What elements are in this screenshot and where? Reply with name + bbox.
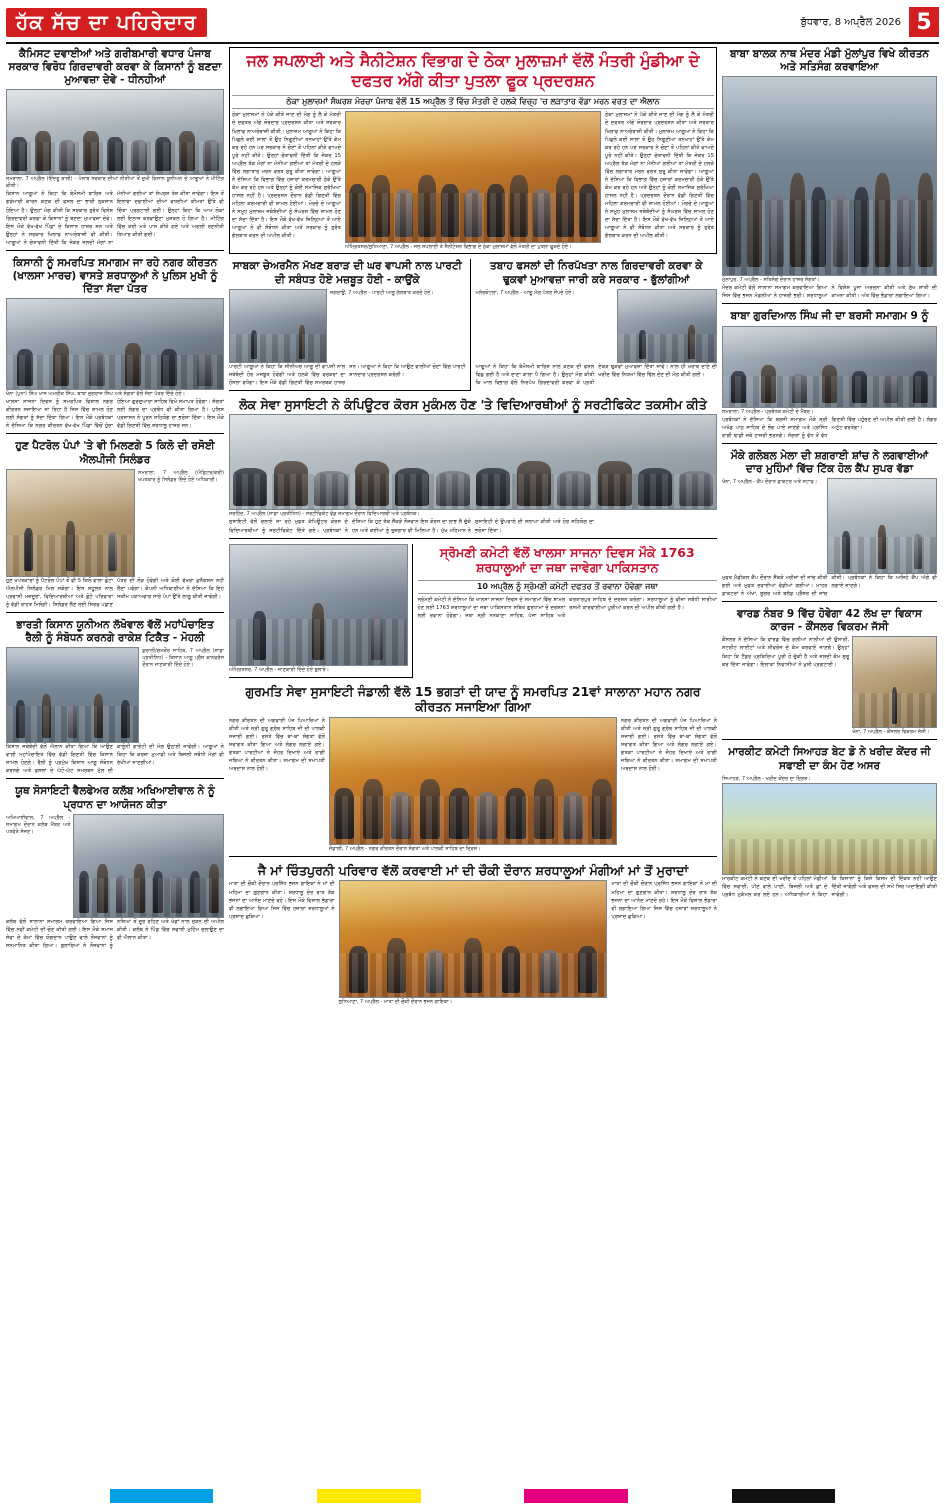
newspaper-logo: ਹੱਕ ਸੱਚ ਦਾ ਪਹਿਰੇਦਾਰ — [6, 8, 207, 37]
headline: ਕੈਮਿਸਟ ਦਵਾਈਆਂ ਅਤੇ ਗਰੀਬਮਾਰੀ ਵਧਾਰ ਪੰਜਾਬ ਸਰਕਾਰ ਵਿਰੋਧ ਗਿਰਦਾਵਰੀ ਕਰਵਾ ਕੇ ਕਿਸਾਨਾਂ ਨੂੰ ਬਣਦਾ ਮੁਆਵਜ਼ਾ ਦੇਵੇ - ਧੀਨਹੀਆਂ — [8, 48, 222, 87]
article-left-2 — [6, 256, 224, 435]
article-body: ਮਾਤਾ ਦੀ ਚੌਕੀ ਦੌਰਾਨ ਪ੍ਰਸਿੱਧ ਭਜਨ ਗਾਇਕਾਂ ਨੇ ਮਾਂ ਦੀ ਮਹਿਮਾ ਦਾ ਗੁਣਗਾਨ ਕੀਤਾ। ਸ਼ਰਧਾਲੂ ਦੇਰ ਰਾਤ ਤੱਕ ਭਜਨਾਂ ਦਾ ਆਨੰਦ ਮਾਣਦੇ ਰਹੇ। ਇਸ ਮੌਕੇ ਵਿਸ਼ਾਲ ਭੰਡਾਰਾ ਵੀ ਲਗਾਇਆ ਗਿਆ ਜਿਸ ਵਿੱਚ ਹਜ਼ਾਰਾਂ ਸ਼ਰਧਾਲੂਆਂ ਨੇ ਪ੍ਰਸ਼ਾਦ ਛਕਿਆ। — [229, 881, 335, 920]
subheadline: 10 ਅਪ੍ਰੈਲ ਨੂੰ ਸ੍ਰੋਮਣੀ ਕਮੇਟੀ ਦਫਤਰ ਤੋਂ ਰਵਾਨਾ ਹੋਵੇਗਾ ਜਥਾ — [418, 580, 717, 594]
headline: ਭਾਰਤੀ ਕਿਸਾਨ ਯੂਨੀਅਨ ਲੱਖੋਵਾਲ ਵੱਲੋਂ ਮਹਾਂਪੰਚਾਇਤ ਰੈਲੀ ਨੂੰ ਸੰਬੋਧਨ ਕਰਨਗੇ ਰਾਕੇਸ਼ ਟਿਕੈਤ - ਮੋਹਲੀ — [16, 618, 214, 645]
subheadline: ਠੇਕਾ ਮੁਲਾਜ਼ਮਾਂ ਸੰਘਰਸ਼ ਮੋਰਚਾ ਪੰਜਾਬ ਵੱਲੋਂ 15 ਅਪ੍ਰੈਲ ਤੋਂ ਵਿੱਚ ਮੰਤਰੀ ਦੇ ਹਲਕੇ ਵਿਚ੍ਹ 'ਚ ਲੜਾਤਾਰ ਵੱਡਾ ਮਰਨ ਵਰਤ ਦਾ ਐਲਾਨ — [232, 95, 714, 109]
photo-caption: ਕੁਰਾਲੀ/ਚਮਕੌਰ ਸਾਹਿਬ, 7 ਅਪ੍ਰੈਲ (ਸਾਡਾ ਪ੍ਰਤੀਨਿਧ) - ਕਿਸਾਨ ਆਗੂ ਪ੍ਰੈਸ ਕਾਨਫਰੰਸ ਦੌਰਾਨ ਜਾਣਕਾਰੀ ਦਿੰਦੇ ਹੋਏ। — [142, 648, 224, 669]
headline: ਕਿਸਾਨੀ ਨੂੰ ਸਮਰਪਿਤ ਸਮਾਗਮ ਜਾ ਰਹੇ ਨਗਰ ਕੀਰਤਨ (ਖਾਲਸਾ ਮਾਰਚ) ਵਾਸਤੇ ਸ਼ਰਧਾਲੂਆਂ ਨੇ ਪੁਲਿਸ ਮੁਖੀ ਨੂੰ ਦਿੱਤਾ ਸੱਦਾ ਪੱਤਰ — [12, 256, 218, 296]
article-body: ਠੇਕਾ ਮੁਲਾਜ਼ਮਾਂ ਨੇ ਪੱਕੇ ਕੀਤੇ ਜਾਣ ਦੀ ਮੰਗ ਨੂੰ ਲੈ ਕੇ ਮੰਤਰੀ ਦੇ ਦਫਤਰ ਅੱਗੇ ਜ਼ੋਰਦਾਰ ਪ੍ਰਦਰਸ਼ਨ ਕੀਤਾ ਅਤੇ ਸਰਕਾਰ ਖਿਲਾਫ ਨਾਅਰੇਬਾਜ਼ੀ ਕੀਤੀ। ਮੁਲਾਜ਼ਮ ਆਗੂਆਂ ਨੇ ਕਿਹਾ ਕਿ ਪਿਛਲੇ ਕਈ ਸਾਲਾਂ ਤੋਂ ਉਹ ਨਿਗੂਣੀਆਂ ਤਨਖਾਹਾਂ ਉੱਤੇ ਕੰਮ ਕਰ ਰਹੇ ਹਨ ਪਰ ਸਰਕਾਰ ਨੇ ਚੋਣਾਂ ਤੋਂ ਪਹਿਲਾਂ ਕੀਤੇ ਵਾਅਦੇ ਪੂਰੇ ਨਹੀਂ ਕੀਤੇ। ਉਨ੍ਹਾਂ ਚੇਤਾਵਨੀ ਦਿੱਤੀ ਕਿ ਜੇਕਰ 15 ਅਪ੍ਰੈਲ ਤੱਕ ਮੰਗਾਂ ਨਾ ਮੰਨੀਆਂ ਗਈਆਂ ਤਾਂ ਮੰਤਰੀ ਦੇ ਹਲਕੇ ਵਿੱਚ ਲਗਾਤਾਰ ਮਰਨ ਵਰਤ ਸ਼ੁਰੂ ਕੀਤਾ ਜਾਵੇਗਾ। ਆਗੂਆਂ ਨੇ ਦੱਸਿਆ ਕਿ ਵਿਭਾਗ ਵਿੱਚ ਹਜ਼ਾਰਾਂ ਕਰਮਚਾਰੀ ਠੇਕੇ ਉੱਤੇ ਕੰਮ ਕਰ ਰਹੇ ਹਨ ਅਤੇ ਉਨ੍ਹਾਂ ਨੂੰ ਕੋਈ ਸਮਾਜਿਕ ਸੁਰੱਖਿਆ ਹਾਸਲ ਨਹੀਂ ਹੈ। ਪ੍ਰਦਰਸ਼ਨ ਦੌਰਾਨ ਵੱਡੀ ਗਿਣਤੀ ਵਿੱਚ ਮਹਿਲਾ ਕਰਮਚਾਰੀ ਵੀ ਸ਼ਾਮਲ ਹੋਈਆਂ। ਮੋਰਚੇ ਦੇ ਆਗੂਆਂ ਨੇ ਸਮੂਹ ਮੁਲਾਜ਼ਮ ਜਥੇਬੰਦੀਆਂ ਨੂੰ ਸੰਘਰਸ਼ ਵਿੱਚ ਸ਼ਾਮਲ ਹੋਣ ਦਾ ਸੱਦਾ ਦਿੱਤਾ ਹੈ। ਇਸ ਮੌਕੇ ਵੱਖ-ਵੱਖ ਜ਼ਿਲ੍ਹਿਆਂ ਤੋਂ ਆਏ ਆਗੂਆਂ ਨੇ ਵੀ ਸੰਬੋਧਨ ਕੀਤਾ ਅਤੇ ਸਰਕਾਰ ਨੂੰ ਤੁਰੰਤ ਗੱਲਬਾਤ ਕਰਨ ਦੀ ਅਪੀਲ ਕੀਤੀ। — [232, 112, 342, 240]
headline: ਜੈ ਮਾਂ ਚਿੰਤਪੁਰਨੀ ਪਰਿਵਾਰ ਵੱਲੋਂ ਕਰਵਾਈ ਮਾਂ ਦੀ ਚੌਕੀ ਦੌਰਾਨ ਸ਼ਰਧਾਲੂਆਂ ਮੰਗੀਆਂ ਮਾਂ ਤੋਂ ਮੁਰਾਦਾਂ — [257, 862, 689, 878]
headline: ਮਾਰਕੀਟ ਕਮੇਟੀ ਸਿਆਹੜ ਬੇਟ ਡੋ ਨੇ ਖਰੀਦ ਕੇਂਦਰ ਜੀ ਸਫਾਈ ਦਾ ਕੰਮ ਹੋਣ ਅਸਰ — [728, 746, 931, 772]
article-photo — [722, 76, 937, 276]
article-photo — [6, 469, 135, 577]
photo-caption: ਅੰਮ੍ਰਿਤਸਰ, 7 ਅਪ੍ਰੈਲ - ਜਾਣਕਾਰੀ ਦਿੰਦੇ ਹੋਏ ਬੁਲਾਰੇ। — [229, 666, 330, 673]
photo-caption: ਸਮਰਾਲਾ, 7 ਅਪ੍ਰੈਲ (ਐਡਿਟਰ/ਕਰੀ) ਖਪਤਕਾਰ ਨੂੰ ਸਿਲੰਡਰ ਦਿੰਦੇ ਹੋਏ ਅਧਿਕਾਰੀ। — [138, 469, 224, 483]
article-photo — [6, 298, 224, 390]
article-center-4 — [229, 396, 717, 539]
article-photo — [617, 289, 717, 363]
article-body: ਸ੍ਰੋਮਣੀ ਕਮੇਟੀ ਨੇ ਦੱਸਿਆ ਕਿ ਖਾਲਸਾ ਸਾਜਨਾ ਦਿਵਸ ਦੇ ਸਮਾਗਮਾਂ ਵਿੱਚ ਸ਼ਾਮਲ ਹੋਣ ਲਈ 1763 ਸ਼ਰਧਾਲੂਆਂ ਦਾ ਜਥਾ ਪਾਕਿਸਤਾਨ ਸਥਿਤ ਗੁਰਧਾਮਾਂ ਦੇ ਦਰਸ਼ਨਾਂ ਲਈ ਰਵਾਨਾ ਹੋਵੇਗਾ। ਜਥਾ ਸ੍ਰੀ ਨਨਕਾਣਾ ਸਾਹਿਬ, ਪੰਜਾ ਸਾਹਿਬ ਅਤੇ ਕਰਤਾਰਪੁਰ ਸਾਹਿਬ ਦੇ ਦਰਸ਼ਨ ਕਰੇਗਾ। ਸ਼ਰਧਾਲੂਆਂ ਨੂੰ ਵੀਜ਼ਾ ਸਬੰਧੀ ਸਾਰੀਆਂ ਰਸਮੀ ਕਾਰਵਾਈਆਂ ਪੂਰੀਆਂ ਕਰਨ ਦੀ ਅਪੀਲ ਕੀਤੀ ਗਈ ਹੈ। — [417, 597, 717, 620]
headline: ਤਬਾਹ ਫਸਲਾਂ ਦੀ ਨਿਰਪੱਖਤਾ ਨਾਲ ਗਿਰਦਾਵਰੀ ਕਰਵਾ ਕੇ ਢੁਕਵਾਂ ਮੁਆਵਜ਼ਾ ਜਾਰੀ ਕਰੇ ਸਰਕਾਰ - ਭੁੱਲਾਂਗੀਆਂ — [490, 260, 703, 286]
article-photo — [229, 544, 408, 666]
photo-caption: ਅਖਿਆਈਵਾਲ, 7 ਅਪ੍ਰੈਲ - ਸਮਾਗਮ ਦੌਰਾਨ ਕਲੱਬ ਮੈਂਬਰ ਅਤੇ ਪਤਵੰਤੇ ਸੱਜਣ। — [6, 814, 71, 835]
photo-caption: ਸਮਰਾਲਾ, 7 ਅਪ੍ਰੈਲ (ਇੰਦਰੂ ਬਾਲੀ) - ਪੰਜਾਬ ਸਰਕਾਰ ਦੀਆਂ ਨੀਤੀਆਂ ਤੋਂ ਦੁਖੀ ਕਿਸਾਨ ਯੂਨੀਅਨ ਦੇ ਆਗੂਆਂ ਨੇ ਮੀਟਿੰਗ ਕੀਤੀ। — [6, 176, 224, 190]
photo-caption: ਜੰਡਾਲੀ, 7 ਅਪ੍ਰੈਲ - ਨਗਰ ਕੀਰਤਨ ਦੌਰਾਨ ਸੰਗਤਾਂ ਅਤੇ ਪਾਲਕੀ ਸਾਹਿਬ ਦਾ ਦ੍ਰਿਸ਼। — [329, 845, 481, 852]
photo-caption: ਮੁੱਲਾਂਪੁਰ, 7 ਅਪ੍ਰੈਲ - ਸਤਿਸੰਗ ਦੌਰਾਨ ਹਾਜ਼ਰ ਸੰਗਤਾਂ। — [722, 277, 820, 284]
photo-caption: ਅੰਮ੍ਰਿਤਸਰ/ਲੁਧਿਆਣਾ, 7 ਅਪ੍ਰੈਲ - ਜਲ ਸਪਲਾਈ ਤੇ ਸੈਨੀਟੇਸ਼ਨ ਵਿਭਾਗ ਦੇ ਠੇਕਾ ਮੁਲਾਜ਼ਮਾਂ ਵੱਲੋਂ ਮੰਤਰੀ ਦਾ ਪੁਤਲਾ ਫੂਕਦੇ ਹੋਏ। — [345, 244, 572, 251]
headline: ਵਾਰਡ ਨੰਬਰ 9 ਵਿੱਚ ਹੋਵੇਗਾ 42 ਲੱਖ ਦਾ ਵਿਕਾਸ ਕਾਰਜ - ਕੌਂਸਲਰ ਵਿਕਰਮ ਜੱਸੀ — [737, 608, 922, 634]
photo-caption: ਸਰਹਿੰਦ, 7 ਅਪ੍ਰੈਲ (ਸਾਡਾ ਪ੍ਰਤੀਨਿਧ) - ਸਰਟੀਫਿਕੇਟ ਵੰਡ ਸਮਾਗਮ ਦੌਰਾਨ ਵਿਦਿਆਰਥੀ ਅਤੇ ਪ੍ਰਬੰਧਕ। — [229, 511, 420, 518]
article-body: ਕਿਸਾਨ ਜਥੇਬੰਦੀ ਵੱਲੋਂ ਐਲਾਨ ਕੀਤਾ ਗਿਆ ਕਿ ਆਉਣ ਵਾਲੀ ਮਹਾਂਪੰਚਾਇਤ ਵਿੱਚ ਵੱਡੀ ਗਿਣਤੀ ਵਿੱਚ ਕਿਸਾਨ ਸ਼ਾਮਲ ਹੋਣਗੇ। ਰੈਲੀ ਨੂੰ ਪ੍ਰਮੁੱਖ ਕਿਸਾਨ ਆਗੂ ਸੰਬੋਧਨ ਕਰਨਗੇ ਅਤੇ ਫਸਲਾਂ ਦੇ ਘੱਟੋ-ਘੱਟ ਸਮਰਥਨ ਮੁੱਲ ਦੀ ਕਾਨੂੰਨੀ ਗਾਰੰਟੀ ਦੀ ਮੰਗ ਉਠਾਈ ਜਾਵੇਗੀ। ਆਗੂਆਂ ਨੇ ਕਿਹਾ ਕਿ ਕਰਜ਼ਾ ਮੁਆਫੀ ਅਤੇ ਬਿਜਲੀ ਸਬੰਧੀ ਮੰਗਾਂ ਵੀ ਰੱਖੀਆਂ ਜਾਣਗੀਆਂ। — [6, 744, 224, 775]
article-body: ਖਾਲਸਾ ਸਾਜਨਾ ਦਿਵਸ ਨੂੰ ਸਮਰਪਿਤ ਵਿਸ਼ਾਲ ਨਗਰ ਕੀਰਤਨ ਸਜਾਇਆ ਜਾ ਰਿਹਾ ਹੈ ਜਿਸ ਵਿੱਚ ਸ਼ਾਮਲ ਹੋਣ ਲਈ ਸੰਗਤਾਂ ਨੂੰ ਸੱਦਾ ਦਿੱਤਾ ਗਿਆ। ਇਸ ਮੌਕੇ ਪ੍ਰਬੰਧਕਾਂ ਨੇ ਦੱਸਿਆ ਕਿ ਨਗਰ ਕੀਰਤਨ ਵੱਖ-ਵੱਖ ਪਿੰਡਾਂ ਵਿੱਚੋਂ ਹੁੰਦਾ ਹੋਇਆ ਗੁਰਦੁਆਰਾ ਸਾਹਿਬ ਵਿਖੇ ਸਮਾਪਤ ਹੋਵੇਗਾ। ਸੰਗਤਾਂ ਲਈ ਲੰਗਰ ਦਾ ਪ੍ਰਬੰਧ ਵੀ ਕੀਤਾ ਗਿਆ ਹੈ। ਪੁਲਿਸ ਪ੍ਰਸ਼ਾਸਨ ਨੇ ਪੂਰਨ ਸਹਿਯੋਗ ਦਾ ਭਰੋਸਾ ਦਿੱਤਾ। ਇਸ ਮੌਕੇ ਵੱਡੀ ਗਿਣਤੀ ਵਿੱਚ ਸ਼ਰਧਾਲੂ ਹਾਜ਼ਰ ਸਨ। — [6, 399, 224, 430]
print-registration-bar — [6, 1489, 939, 1503]
article-body: ਕੌਂਸਲਰ ਨੇ ਦੱਸਿਆ ਕਿ ਵਾਰਡ ਵਿੱਚ ਗਲੀਆਂ ਨਾਲੀਆਂ ਦੀ ਉਸਾਰੀ, ਸਟਰੀਟ ਲਾਈਟਾਂ ਅਤੇ ਸੀਵਰੇਜ ਦੇ ਕੰਮ ਕਰਵਾਏ ਜਾਣਗੇ। ਉਨ੍ਹਾਂ ਕਿਹਾ ਕਿ ਟੈਂਡਰ ਪ੍ਰਕਿਰਿਆ ਪੂਰੀ ਹੋ ਚੁੱਕੀ ਹੈ ਅਤੇ ਜਲਦੀ ਕੰਮ ਸ਼ੁਰੂ ਕਰ ਦਿੱਤਾ ਜਾਵੇਗਾ। ਇਲਾਕਾ ਨਿਵਾਸੀਆਂ ਨੇ ਖੁਸ਼ੀ ਪ੍ਰਗਟਾਈ। — [722, 637, 850, 668]
article-body-continued: ਨਗਰ ਕੀਰਤਨ ਦੀ ਅਗਵਾਈ ਪੰਜ ਪਿਆਰਿਆਂ ਨੇ ਕੀਤੀ ਅਤੇ ਸ੍ਰੀ ਗੁਰੂ ਗ੍ਰੰਥ ਸਾਹਿਬ ਜੀ ਦੀ ਪਾਲਕੀ ਸਜਾਈ ਗਈ। ਰਸਤੇ ਵਿੱਚ ਥਾਂ-ਥਾਂ ਸੰਗਤਾਂ ਵੱਲੋਂ ਸਵਾਗਤ ਕੀਤਾ ਗਿਆ ਅਤੇ ਲੰਗਰ ਲਗਾਏ ਗਏ। ਗਤਕਾ ਪਾਰਟੀਆਂ ਨੇ ਜੌਹਰ ਦਿਖਾਏ ਅਤੇ ਰਾਗੀ ਜਥਿਆਂ ਨੇ ਕੀਰਤਨ ਕੀਤਾ। ਸਮਾਗਮ ਦੀ ਸਮਾਪਤੀ ਅਰਦਾਸ ਨਾਲ ਹੋਈ। — [621, 717, 717, 773]
article-center-3 — [476, 259, 717, 390]
headline: ਬਾਬਾ ਬਾਲਕ ਨਾਥ ਮੰਦਰ ਮੰਡੀ ਮੁੱਲਾਂਪੁਰ ਵਿਖੇ ਕੀਰਤਨ ਅਤੇ ਸਤਿਸੰਗ ਕਰਵਾਇਆ — [730, 48, 929, 74]
article-body: ਪਾਰਟੀ ਆਗੂਆਂ ਨੇ ਕਿਹਾ ਕਿ ਸੀਨੀਅਰ ਆਗੂ ਦੀ ਵਾਪਸੀ ਨਾਲ ਜਥੇਬੰਦੀ ਹੋਰ ਮਜ਼ਬੂਤ ਹੋਵੇਗੀ ਅਤੇ ਹਲਕੇ ਵਿੱਚ ਵਰਕਰਾਂ ਦਾ ਹੌਸਲਾ ਵਧੇਗਾ। ਇਸ ਮੌਕੇ ਵੱਡੀ ਗਿਣਤੀ ਵਿੱਚ ਸਮਰਥਕ ਹਾਜ਼ਰ ਸਨ। ਆਗੂਆਂ ਨੇ ਕਿਹਾ ਕਿ ਆਉਣ ਵਾਲੀਆਂ ਚੋਣਾਂ ਵਿੱਚ ਪਾਰਟੀ ਸ਼ਾਨਦਾਰ ਪ੍ਰਦਰਸ਼ਨ ਕਰੇਗੀ। — [229, 363, 466, 386]
article-body: ਮੁਫਤ ਮੈਡੀਕਲ ਕੈਂਪ ਦੌਰਾਨ ਸੈਂਕੜੇ ਮਰੀਜ਼ਾਂ ਦੀ ਜਾਂਚ ਕੀਤੀ ਗਈ ਅਤੇ ਮੁਫਤ ਦਵਾਈਆਂ ਵੰਡੀਆਂ ਗਈਆਂ। ਮਾਹਰ ਡਾਕਟਰਾਂ ਨੇ ਅੱਖਾਂ, ਸ਼ੂਗਰ ਅਤੇ ਬਲੱਡ ਪ੍ਰੈਸ਼ਰ ਦੀ ਜਾਂਚ ਕੀਤੀ। ਪ੍ਰਬੰਧਕਾਂ ਨੇ ਕਿਹਾ ਕਿ ਅਜਿਹੇ ਕੈਂਪ ਅੱਗੇ ਵੀ ਲਗਾਏ ਜਾਣਗੇ। — [722, 574, 937, 598]
photo-caption: ਸਿਆਹੜ, 7 ਅਪ੍ਰੈਲ - ਖਰੀਦ ਕੇਂਦਰ ਦਾ ਦ੍ਰਿਸ਼। — [722, 775, 811, 782]
photo-caption: ਸਮਰਾਲਾ, 7 ਅਪ੍ਰੈਲ - ਪ੍ਰਬੰਧਕ ਕਮੇਟੀ ਦੇ ਮੈਂਬਰ। — [722, 408, 814, 415]
headline: ਮੌਕੇ ਗਲੋਬਲ ਮੇਲਾ ਦੀ ਸ਼ਗਰਾਈ ਸ਼ਾਂਚ ਨੇ ਲਗਵਾਈਆਂ ਦਾਰ ਮੁਹਿੰਮਾਂ ਵਿੱਚ ਟਿੱਕ ਹੋਲ ਕੈਂਪ ਸੁਪਰ ਵੱਡਾ — [730, 449, 929, 475]
article-body: ਕਿਸਾਨ ਆਗੂਆਂ ਨੇ ਕਿਹਾ ਕਿ ਬੇਮੌਸਮੀ ਬਾਰਿਸ਼ ਅਤੇ ਗੜੇਮਾਰੀ ਕਾਰਨ ਕਣਕ ਦੀ ਫਸਲ ਦਾ ਭਾਰੀ ਨੁਕਸਾਨ ਹੋਇਆ ਹੈ। ਉਨ੍ਹਾਂ ਮੰਗ ਕੀਤੀ ਕਿ ਸਰਕਾਰ ਤੁਰੰਤ ਵਿਸ਼ੇਸ਼ ਗਿਰਦਾਵਰੀ ਕਰਵਾ ਕੇ ਕਿਸਾਨਾਂ ਨੂੰ ਬਣਦਾ ਮੁਆਵਜ਼ਾ ਦੇਵੇ। ਇਸ ਮੌਕੇ ਵੱਖ-ਵੱਖ ਪਿੰਡਾਂ ਦੇ ਕਿਸਾਨ ਹਾਜ਼ਰ ਸਨ ਅਤੇ ਉਨ੍ਹਾਂ ਨੇ ਸਰਕਾਰ ਖਿਲਾਫ ਨਾਅਰੇਬਾਜ਼ੀ ਵੀ ਕੀਤੀ। ਆਗੂਆਂ ਨੇ ਚੇਤਾਵਨੀ ਦਿੱਤੀ ਕਿ ਜੇਕਰ ਜਲਦੀ ਮੰਗਾਂ ਨਾ ਮੰਨੀਆਂ ਗਈਆਂ ਤਾਂ ਸੰਘਰਸ਼ ਤੇਜ਼ ਕੀਤਾ ਜਾਵੇਗਾ। ਇਸ ਤੋਂ ਇਲਾਵਾ ਦਵਾਈਆਂ ਦੀਆਂ ਵਧਦੀਆਂ ਕੀਮਤਾਂ ਉੱਤੇ ਵੀ ਚਿੰਤਾ ਪ੍ਰਗਟਾਈ ਗਈ। ਉਨ੍ਹਾਂ ਕਿਹਾ ਕਿ ਆਮ ਲੋਕਾਂ ਲਈ ਇਲਾਜ ਕਰਵਾਉਣਾ ਮੁਸ਼ਕਲ ਹੋ ਗਿਆ ਹੈ। ਮੀਟਿੰਗ ਵਿੱਚ ਕਈ ਮਤੇ ਪਾਸ ਕੀਤੇ ਗਏ ਅਤੇ ਅਗਲੀ ਰਣਨੀਤੀ ਤਿਆਰ ਕੀਤੀ ਗਈ। — [6, 191, 224, 246]
headline: ਹੁਣ ਪੈਟਰੋਲ ਪੰਪਾਂ 'ਤੇ ਵੀ ਮਿਲਣਗੇ 5 ਕਿਲੋ ਦੀ ਰਸੋਈ ਐਲਪੀਜੀ ਸਿਲੰਡਰ — [15, 440, 215, 466]
article-left-4 — [6, 618, 224, 780]
article-body: ਪ੍ਰਬੰਧਕਾਂ ਨੇ ਦੱਸਿਆ ਕਿ ਬਰਸੀ ਸਮਾਗਮ ਮੌਕੇ ਸ੍ਰੀ ਅਖੰਡ ਪਾਠ ਸਾਹਿਬ ਦੇ ਭੋਗ ਪਾਏ ਜਾਣਗੇ ਅਤੇ ਪ੍ਰਸਿੱਧ ਰਾਗੀ ਢਾਡੀ ਜਥੇ ਹਾਜ਼ਰੀ ਭਰਨਗੇ। ਸੰਗਤਾਂ ਨੂੰ ਵੱਧ ਤੋਂ ਵੱਧ ਗਿਣਤੀ ਵਿੱਚ ਪਹੁੰਚਣ ਦੀ ਅਪੀਲ ਕੀਤੀ ਗਈ ਹੈ। ਲੰਗਰ ਅਟੁੱਟ ਵਰਤੇਗਾ। — [722, 416, 937, 439]
article-photo — [852, 636, 937, 728]
page-number: 5 — [909, 7, 939, 37]
headline: ਸਾਬਕਾ ਚੇਅਰਮੈਨ ਮੱਖਣ ਬਰਾੜ ਦੀ ਘਰ ਵਾਪਸੀ ਨਾਲ ਪਾਰਟੀ ਦੀ ਸਬੰਧਤ ਹੋਏ ਮਜ਼ਬੂਤ ਹੋਈ - ਕਾਉਂਕੇ — [232, 260, 462, 286]
headline: ਗੁਰਮਤਿ ਸੇਵਾ ਸੁਸਾਇਟੀ ਜੰਡਾਲੀ ਵੱਲੋ 15 ਭਗਤਾਂ ਦੀ ਯਾਦ ਨੂੰ ਸਮਰਪਿਤ 21ਵਾਂ ਸਾਲਾਨਾ ਮਹਾਨ ਨਗਰ ਕੀਰਤਨ ਸਜਾਇਆ ਗਿਆ — [245, 683, 701, 715]
page-grid — [6, 47, 939, 1487]
article-right-3 — [722, 449, 937, 602]
article-center-6 — [229, 683, 717, 857]
article-body: ਸੁਸਾਇਟੀ ਵੱਲੋਂ ਚਲਾਏ ਜਾ ਰਹੇ ਮੁਫਤ ਕੰਪਿਊਟਰ ਕੋਰਸ ਦੇ ਵਿਦਿਆਰਥੀਆਂ ਨੂੰ ਸਰਟੀਫਿਕੇਟ ਦਿੱਤੇ ਗਏ। ਪ੍ਰਬੰਧਕਾਂ ਨੇ ਦੱਸਿਆ ਕਿ ਹੁਣ ਤੱਕ ਸੈਂਕੜੇ ਨੌਜਵਾਨ ਇਸ ਕੋਰਸ ਦਾ ਲਾਭ ਲੈ ਚੁੱਕੇ ਹਨ ਅਤੇ ਕਈਆਂ ਨੂੰ ਰੁਜ਼ਗਾਰ ਵੀ ਮਿਲਿਆ ਹੈ। ਮੁੱਖ ਮਹਿਮਾਨ ਨੇ ਸੁਸਾਇਟੀ ਦੇ ਉਪਰਾਲੇ ਦੀ ਸ਼ਲਾਘਾ ਕੀਤੀ ਅਤੇ ਹੋਰ ਸਹਿਯੋਗ ਦਾ ਭਰੋਸਾ ਦਿੱਤਾ। — [229, 519, 594, 534]
article-photo — [6, 89, 224, 175]
article-body: ਕਲੱਬ ਵੱਲੋਂ ਸਾਲਾਨਾ ਸਮਾਗਮ ਕਰਵਾਇਆ ਗਿਆ ਜਿਸ ਵਿੱਚ ਨਵੀਂ ਕਮੇਟੀ ਦੀ ਚੋਣ ਕੀਤੀ ਗਈ। ਇਸ ਮੌਕੇ ਸਮਾਜ ਸੇਵਾ ਦੇ ਕੰਮਾਂ ਵਿੱਚ ਯੋਗਦਾਨ ਪਾਉਣ ਵਾਲੇ ਨੌਜਵਾਨਾਂ ਨੂੰ ਸਨਮਾਨਿਤ ਕੀਤਾ ਗਿਆ। ਬੁਲਾਰਿਆਂ ਨੇ ਨੌਜਵਾਨਾਂ ਨੂੰ ਨਸ਼ਿਆਂ ਤੋਂ ਦੂਰ ਰਹਿਣ ਅਤੇ ਖੇਡਾਂ ਨਾਲ ਜੁੜਨ ਦੀ ਅਪੀਲ ਕੀਤੀ। ਕਲੱਬ ਨੇ ਪਿੰਡ ਵਿੱਚ ਸਫਾਈ ਮੁਹਿੰਮ ਚਲਾਉਣ ਦਾ ਵੀ ਐਲਾਨ ਕੀਤਾ। — [6, 918, 224, 949]
article-center-7 — [229, 862, 717, 1487]
article-right-1 — [722, 47, 937, 304]
article-photo — [345, 111, 601, 243]
article-photo — [827, 478, 937, 574]
right-column — [722, 47, 937, 1487]
center-column — [229, 47, 717, 1487]
photo-caption: ਖੰਨਾ, 7 ਅਪ੍ਰੈਲ - ਕੌਂਸਲਰ ਵਿਕਰਮ ਜੱਸੀ। — [852, 729, 930, 736]
article-photo — [229, 289, 327, 363]
article-left-1 — [6, 47, 224, 251]
article-center-5-photo — [229, 544, 413, 678]
article-photo — [722, 326, 937, 408]
article-photo — [73, 814, 224, 918]
article-right-4 — [722, 607, 937, 740]
article-body: ਮੰਦਰ ਕਮੇਟੀ ਵੱਲੋਂ ਸਾਲਾਨਾ ਸਮਾਗਮ ਕਰਵਾਇਆ ਗਿਆ ਜਿਸ ਵਿੱਚ ਭਜਨ ਮੰਡਲੀਆਂ ਨੇ ਹਾਜ਼ਰੀ ਭਰੀ। ਸ਼ਰਧਾਲੂਆਂ ਨੇ ਵਿਸ਼ੇਸ਼ ਪੂਜਾ ਅਰਚਨਾ ਕੀਤੀ ਅਤੇ ਸੁੱਖ ਸ਼ਾਂਤੀ ਦੀ ਕਾਮਨਾ ਕੀਤੀ। ਅੰਤ ਵਿੱਚ ਭੰਡਾਰਾ ਲਗਾਇਆ ਗਿਆ। — [722, 285, 937, 300]
masthead-right — [801, 7, 939, 37]
headline: ਲੋਕ ਸੇਵਾ ਸੁਸਾਇਟੀ ਨੇ ਕੰਪਿਊਟਰ ਕੋਰਸ ਮੁਕੰਮਲ ਹੋਣ 'ਤੇ ਵਿਦਿਆਰਥੀਆਂ ਨੂੰ ਸਰਟੀਫਿਕੇਟ ਤਕਸੀਮ ਕੀਤੇ — [239, 396, 707, 412]
article-center-lead — [229, 47, 717, 254]
article-photo — [329, 717, 617, 845]
article-body: ਮਾਰਕੀਟ ਕਮੇਟੀ ਨੇ ਕਣਕ ਦੀ ਖਰੀਦ ਤੋਂ ਪਹਿਲਾਂ ਮੰਡੀਆਂ ਵਿੱਚ ਸਫਾਈ, ਪੀਣ ਵਾਲੇ ਪਾਣੀ, ਬਿਜਲੀ ਅਤੇ ਛਾਂ ਦੇ ਪ੍ਰਬੰਧ ਮੁਕੰਮਲ ਕਰ ਲਏ ਹਨ। ਅਧਿਕਾਰੀਆਂ ਨੇ ਕਿਹਾ ਕਿ ਕਿਸਾਨਾਂ ਨੂੰ ਕਿਸੇ ਕਿਸਮ ਦੀ ਦਿੱਕਤ ਨਹੀਂ ਆਉਣ ਦਿੱਤੀ ਜਾਵੇਗੀ ਅਤੇ ਫਸਲ ਦੀ ਸਮੇਂ ਸਿਰ ਅਦਾਇਗੀ ਕੀਤੀ ਜਾਵੇਗੀ। — [722, 875, 937, 898]
photo-caption: ਖੰਨਾ (ਪੁਨਾ) ਸਿੰਘ ਖਾਸ ਅਮਰੀਕ ਸਿੰਘ, ਬਾਬਾ ਜੁਗਰਾਜ ਸਿੰਘ ਅਤੇ ਸੰਗਤਾਂ ਵੱਲੋਂ ਸੱਦਾ ਪੱਤਰ ਦਿੰਦੇ ਹੋਏ। — [6, 391, 186, 398]
article-body: ਹੁਣ ਖਪਤਕਾਰਾਂ ਨੂੰ ਪੈਟਰੋਲ ਪੰਪਾਂ ਤੋਂ ਵੀ 5 ਕਿਲੋ ਵਾਲਾ ਛੋਟਾ ਐਲਪੀਜੀ ਸਿਲੰਡਰ ਮਿਲ ਸਕੇਗਾ। ਇਸ ਸਹੂਲਤ ਨਾਲ ਪ੍ਰਵਾਸੀ ਮਜ਼ਦੂਰਾਂ, ਵਿਦਿਆਰਥੀਆਂ ਅਤੇ ਛੋਟੇ ਪਰਿਵਾਰਾਂ ਨੂੰ ਵੱਡੀ ਰਾਹਤ ਮਿਲੇਗੀ। ਸਿਲੰਡਰ ਲੈਣ ਲਈ ਸਿਰਫ ਪਛਾਣ ਪੱਤਰ ਦੀ ਲੋੜ ਹੋਵੇਗੀ ਅਤੇ ਕੋਈ ਵੱਖਰਾ ਕੁਨੈਕਸ਼ਨ ਨਹੀਂ ਲੈਣਾ ਪਵੇਗਾ। ਕੰਪਨੀ ਅਧਿਕਾਰੀਆਂ ਨੇ ਦੱਸਿਆ ਕਿ ਇਹ ਸਕੀਮ ਪੜਾਅਵਾਰ ਸਾਰੇ ਪੰਪਾਂ ਉੱਤੇ ਲਾਗੂ ਕੀਤੀ ਜਾਵੇਗੀ। — [6, 577, 224, 608]
article-left-5 — [6, 784, 224, 1487]
headline: ਬਾਬਾ ਗੁਰਦਿਆਲ ਸਿੰਘ ਜੀ ਦਾ ਬਰਸੀ ਸਮਾਗਮ 9 ਨੂੰ — [730, 310, 929, 323]
photo-caption: ਮਲੇਰਕੋਟਲਾ, 7 ਅਪ੍ਰੈਲ - ਆਗੂ ਮੰਗ ਪੱਤਰ ਸੌਂਪਦੇ ਹੋਏ। — [475, 289, 575, 296]
photo-caption: ਜਗਰਾਉਂ, 7 ਅਪ੍ਰੈਲ - ਪਾਰਟੀ ਆਗੂ ਗੱਲਬਾਤ ਕਰਦੇ ਹੋਏ। — [330, 289, 434, 296]
masthead — [6, 4, 939, 44]
article-center-2 — [229, 259, 471, 390]
article-body: ਨਗਰ ਕੀਰਤਨ ਦੀ ਅਗਵਾਈ ਪੰਜ ਪਿਆਰਿਆਂ ਨੇ ਕੀਤੀ ਅਤੇ ਸ੍ਰੀ ਗੁਰੂ ਗ੍ਰੰਥ ਸਾਹਿਬ ਜੀ ਦੀ ਪਾਲਕੀ ਸਜਾਈ ਗਈ। ਰਸਤੇ ਵਿੱਚ ਥਾਂ-ਥਾਂ ਸੰਗਤਾਂ ਵੱਲੋਂ ਸਵਾਗਤ ਕੀਤਾ ਗਿਆ ਅਤੇ ਲੰਗਰ ਲਗਾਏ ਗਏ। ਗਤਕਾ ਪਾਰਟੀਆਂ ਨੇ ਜੌਹਰ ਦਿਖਾਏ ਅਤੇ ਰਾਗੀ ਜਥਿਆਂ ਨੇ ਕੀਰਤਨ ਕੀਤਾ। ਸਮਾਗਮ ਦੀ ਸਮਾਪਤੀ ਅਰਦਾਸ ਨਾਲ ਹੋਈ। — [229, 717, 325, 773]
photo-caption: ਲੁਧਿਆਣਾ, 7 ਅਪ੍ਰੈਲ - ਮਾਤਾ ਦੀ ਚੌਕੀ ਦੌਰਾਨ ਭਜਨ ਗਾਇਕਾ। — [338, 999, 453, 1006]
article-body: ਆਗੂਆਂ ਨੇ ਕਿਹਾ ਕਿ ਬੇਮੌਸਮੀ ਬਾਰਿਸ਼ ਨਾਲ ਕਣਕ ਦੀ ਫਸਲ ਵਿਛ ਗਈ ਹੈ ਅਤੇ ਦਾਣਾ ਕਾਲਾ ਪੈ ਗਿਆ ਹੈ। ਉਨ੍ਹਾਂ ਮੰਗ ਕੀਤੀ ਕਿ ਮਾਲ ਵਿਭਾਗ ਵੱਲੋਂ ਨਿਰਪੱਖ ਗਿਰਦਾਵਰੀ ਕਰਵਾ ਕੇ ਪ੍ਰਤੀ ਏਕੜ ਢੁਕਵਾਂ ਮੁਆਵਜ਼ਾ ਦਿੱਤਾ ਜਾਵੇ। ਨਾਲ ਹੀ ਖਰਾਬ ਦਾਣੇ ਦੀ ਖਰੀਦ ਵਿੱਚ ਨਿਯਮਾਂ ਵਿੱਚ ਢਿੱਲ ਦੇਣ ਦੀ ਮੰਗ ਕੀਤੀ ਗਈ। — [475, 363, 717, 386]
article-photo — [229, 414, 717, 510]
article-center-5 — [418, 544, 717, 678]
article-body-continued: ਠੇਕਾ ਮੁਲਾਜ਼ਮਾਂ ਨੇ ਪੱਕੇ ਕੀਤੇ ਜਾਣ ਦੀ ਮੰਗ ਨੂੰ ਲੈ ਕੇ ਮੰਤਰੀ ਦੇ ਦਫਤਰ ਅੱਗੇ ਜ਼ੋਰਦਾਰ ਪ੍ਰਦਰਸ਼ਨ ਕੀਤਾ ਅਤੇ ਸਰਕਾਰ ਖਿਲਾਫ ਨਾਅਰੇਬਾਜ਼ੀ ਕੀਤੀ। ਮੁਲਾਜ਼ਮ ਆਗੂਆਂ ਨੇ ਕਿਹਾ ਕਿ ਪਿਛਲੇ ਕਈ ਸਾਲਾਂ ਤੋਂ ਉਹ ਨਿਗੂਣੀਆਂ ਤਨਖਾਹਾਂ ਉੱਤੇ ਕੰਮ ਕਰ ਰਹੇ ਹਨ ਪਰ ਸਰਕਾਰ ਨੇ ਚੋਣਾਂ ਤੋਂ ਪਹਿਲਾਂ ਕੀਤੇ ਵਾਅਦੇ ਪੂਰੇ ਨਹੀਂ ਕੀਤੇ। ਉਨ੍ਹਾਂ ਚੇਤਾਵਨੀ ਦਿੱਤੀ ਕਿ ਜੇਕਰ 15 ਅਪ੍ਰੈਲ ਤੱਕ ਮੰਗਾਂ ਨਾ ਮੰਨੀਆਂ ਗਈਆਂ ਤਾਂ ਮੰਤਰੀ ਦੇ ਹਲਕੇ ਵਿੱਚ ਲਗਾਤਾਰ ਮਰਨ ਵਰਤ ਸ਼ੁਰੂ ਕੀਤਾ ਜਾਵੇਗਾ। ਆਗੂਆਂ ਨੇ ਦੱਸਿਆ ਕਿ ਵਿਭਾਗ ਵਿੱਚ ਹਜ਼ਾਰਾਂ ਕਰਮਚਾਰੀ ਠੇਕੇ ਉੱਤੇ ਕੰਮ ਕਰ ਰਹੇ ਹਨ ਅਤੇ ਉਨ੍ਹਾਂ ਨੂੰ ਕੋਈ ਸਮਾਜਿਕ ਸੁਰੱਖਿਆ ਹਾਸਲ ਨਹੀਂ ਹੈ। ਪ੍ਰਦਰਸ਼ਨ ਦੌਰਾਨ ਵੱਡੀ ਗਿਣਤੀ ਵਿੱਚ ਮਹਿਲਾ ਕਰਮਚਾਰੀ ਵੀ ਸ਼ਾਮਲ ਹੋਈਆਂ। ਮੋਰਚੇ ਦੇ ਆਗੂਆਂ ਨੇ ਸਮੂਹ ਮੁਲਾਜ਼ਮ ਜਥੇਬੰਦੀਆਂ ਨੂੰ ਸੰਘਰਸ਼ ਵਿੱਚ ਸ਼ਾਮਲ ਹੋਣ ਦਾ ਸੱਦਾ ਦਿੱਤਾ ਹੈ। ਇਸ ਮੌਕੇ ਵੱਖ-ਵੱਖ ਜ਼ਿਲ੍ਹਿਆਂ ਤੋਂ ਆਏ ਆਗੂਆਂ ਨੇ ਵੀ ਸੰਬੋਧਨ ਕੀਤਾ ਅਤੇ ਸਰਕਾਰ ਨੂੰ ਤੁਰੰਤ ਗੱਲਬਾਤ ਕਰਨ ਦੀ ਅਪੀਲ ਕੀਤੀ। — [604, 112, 714, 240]
article-right-5 — [722, 745, 937, 1487]
article-photo — [339, 880, 608, 998]
left-column — [6, 47, 224, 1487]
headline: ਸ੍ਰੋਮਣੀ ਕਮੇਟੀ ਵੱਲੋਂ ਖਾਲਸਾ ਸਾਜਨਾ ਦਿਵਸ ਮੌਕੇ 1763 ਸ਼ਰਧਾਲੂਆਂ ਦਾ ਜਥਾ ਜਾਵੇਗਾ ਪਾਕਿਸਤਾਨ — [439, 544, 695, 576]
headline: ਯੂਥ ਸੋਸਾਇਟੀ ਵੈਲਫੇਅਰ ਕਲੱਬ ਅਖਿਆਈਵਾਲ ਨੇ ਨੂੰ ਪ੍ਰਧਾਨ ਦਾ ਆਯੋਜਨ ਕੀਤਾ — [15, 785, 215, 811]
article-left-3 — [6, 439, 224, 613]
photo-caption: ਖੰਨਾ, 7 ਅਪ੍ਰੈਲ - ਕੈਂਪ ਦੌਰਾਨ ਡਾਕਟਰ ਅਤੇ ਸਟਾਫ। — [722, 478, 818, 485]
article-photo — [722, 783, 937, 875]
article-photo — [6, 647, 139, 743]
issue-date: ਬੁੱਧਵਾਰ, 8 ਅਪ੍ਰੈਲ 2026 — [800, 16, 901, 28]
headline: ਜਲ ਸਪਲਾਈ ਅਤੇ ਸੈਨੀਟੇਸ਼ਨ ਵਿਭਾਗ ਦੇ ਠੇਕਾ ਮੁਲਾਜ਼ਮਾਂ ਵੱਲੋਂ ਮੰਤਰੀ ਮੁੰਡੀਆ ਦੇ ਦਫਤਰ ਅੱਗੇ ਕੀਤਾ ਪੁਤਲਾ ਫੂਕ ਪ੍ਰਦਰਸ਼ਨ — [246, 51, 700, 90]
article-right-2 — [722, 309, 937, 443]
article-body-continued: ਮਾਤਾ ਦੀ ਚੌਕੀ ਦੌਰਾਨ ਪ੍ਰਸਿੱਧ ਭਜਨ ਗਾਇਕਾਂ ਨੇ ਮਾਂ ਦੀ ਮਹਿਮਾ ਦਾ ਗੁਣਗਾਨ ਕੀਤਾ। ਸ਼ਰਧਾਲੂ ਦੇਰ ਰਾਤ ਤੱਕ ਭਜਨਾਂ ਦਾ ਆਨੰਦ ਮਾਣਦੇ ਰਹੇ। ਇਸ ਮੌਕੇ ਵਿਸ਼ਾਲ ਭੰਡਾਰਾ ਵੀ ਲਗਾਇਆ ਗਿਆ ਜਿਸ ਵਿੱਚ ਹਜ਼ਾਰਾਂ ਸ਼ਰਧਾਲੂਆਂ ਨੇ ਪ੍ਰਸ਼ਾਦ ਛਕਿਆ। — [611, 881, 718, 920]
